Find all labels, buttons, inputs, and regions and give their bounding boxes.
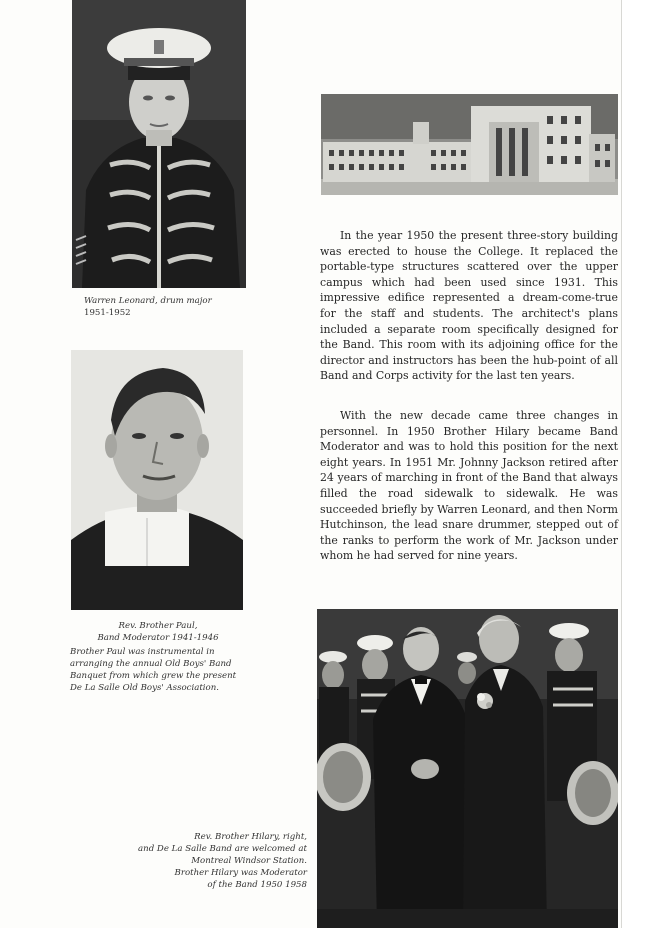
caption-warren-leonard	[84, 295, 244, 319]
caption-hilary-line-4: Brother Hilary was Moderator	[174, 868, 307, 878]
page-edge	[621, 0, 650, 928]
paragraph-personnel: With the new decade came three changes in personnel. In 1950 Brother Hilary became Band Moderator and was to hold this position for the next eight years. In 1951 Mr. Johnny Jackson retired after 24 years of marching in front of the Band that always filled the road sidewalk to sidewalk. He was succeeded briefly by Warren Leonard, and then Norm Hutchinson, the lead snare drummer, stepped out of the ranks to perform the work of Mr. Jackson under whom he had served for nine years.	[320, 409, 618, 563]
caption-hilary-line-2: and De La Salle Band are welcomed at	[138, 844, 307, 854]
photo-brother-paul	[71, 350, 243, 610]
caption-paul-name: Rev. Brother Paul,	[118, 621, 198, 631]
caption-brother-hilary	[100, 831, 307, 891]
caption-leonard-name: Warren Leonard, drum major	[84, 296, 212, 306]
caption-hilary-line-5: of the Band 1950 1958	[207, 880, 307, 890]
caption-paul-role: Band Moderator 1941-1946	[97, 633, 219, 643]
photo-college-building	[321, 94, 618, 195]
photo-warren-leonard	[72, 0, 246, 288]
caption-brother-paul	[70, 620, 246, 694]
caption-paul-note: Brother Paul was instrumental in arranging the annual Old Boys' Band Banquet from which grew the present De La Salle Old Boys' Association.	[70, 647, 237, 693]
paragraph-building: In the year 1950 the present three-story building was erected to house the College. It replaced the portable-type structures scattered over the upper campus which had been used since 1931. This impressive edifice represented a dream-come-true for the staff and students. The architect's plans included a separate room specifically designed for the Band. This room with its adjoining office for the director and instructors has been the hub-point of all Band and Corps activity for the last ten years.	[320, 229, 618, 383]
body-paragraph-1	[320, 228, 618, 384]
caption-hilary-line-3: Montreal Windsor Station.	[191, 856, 307, 866]
body-paragraph-2	[320, 408, 618, 564]
caption-leonard-years: 1951-1952	[84, 308, 131, 318]
caption-hilary-line-1: Rev. Brother Hilary, right,	[194, 832, 307, 842]
photo-windsor-station	[317, 609, 618, 928]
